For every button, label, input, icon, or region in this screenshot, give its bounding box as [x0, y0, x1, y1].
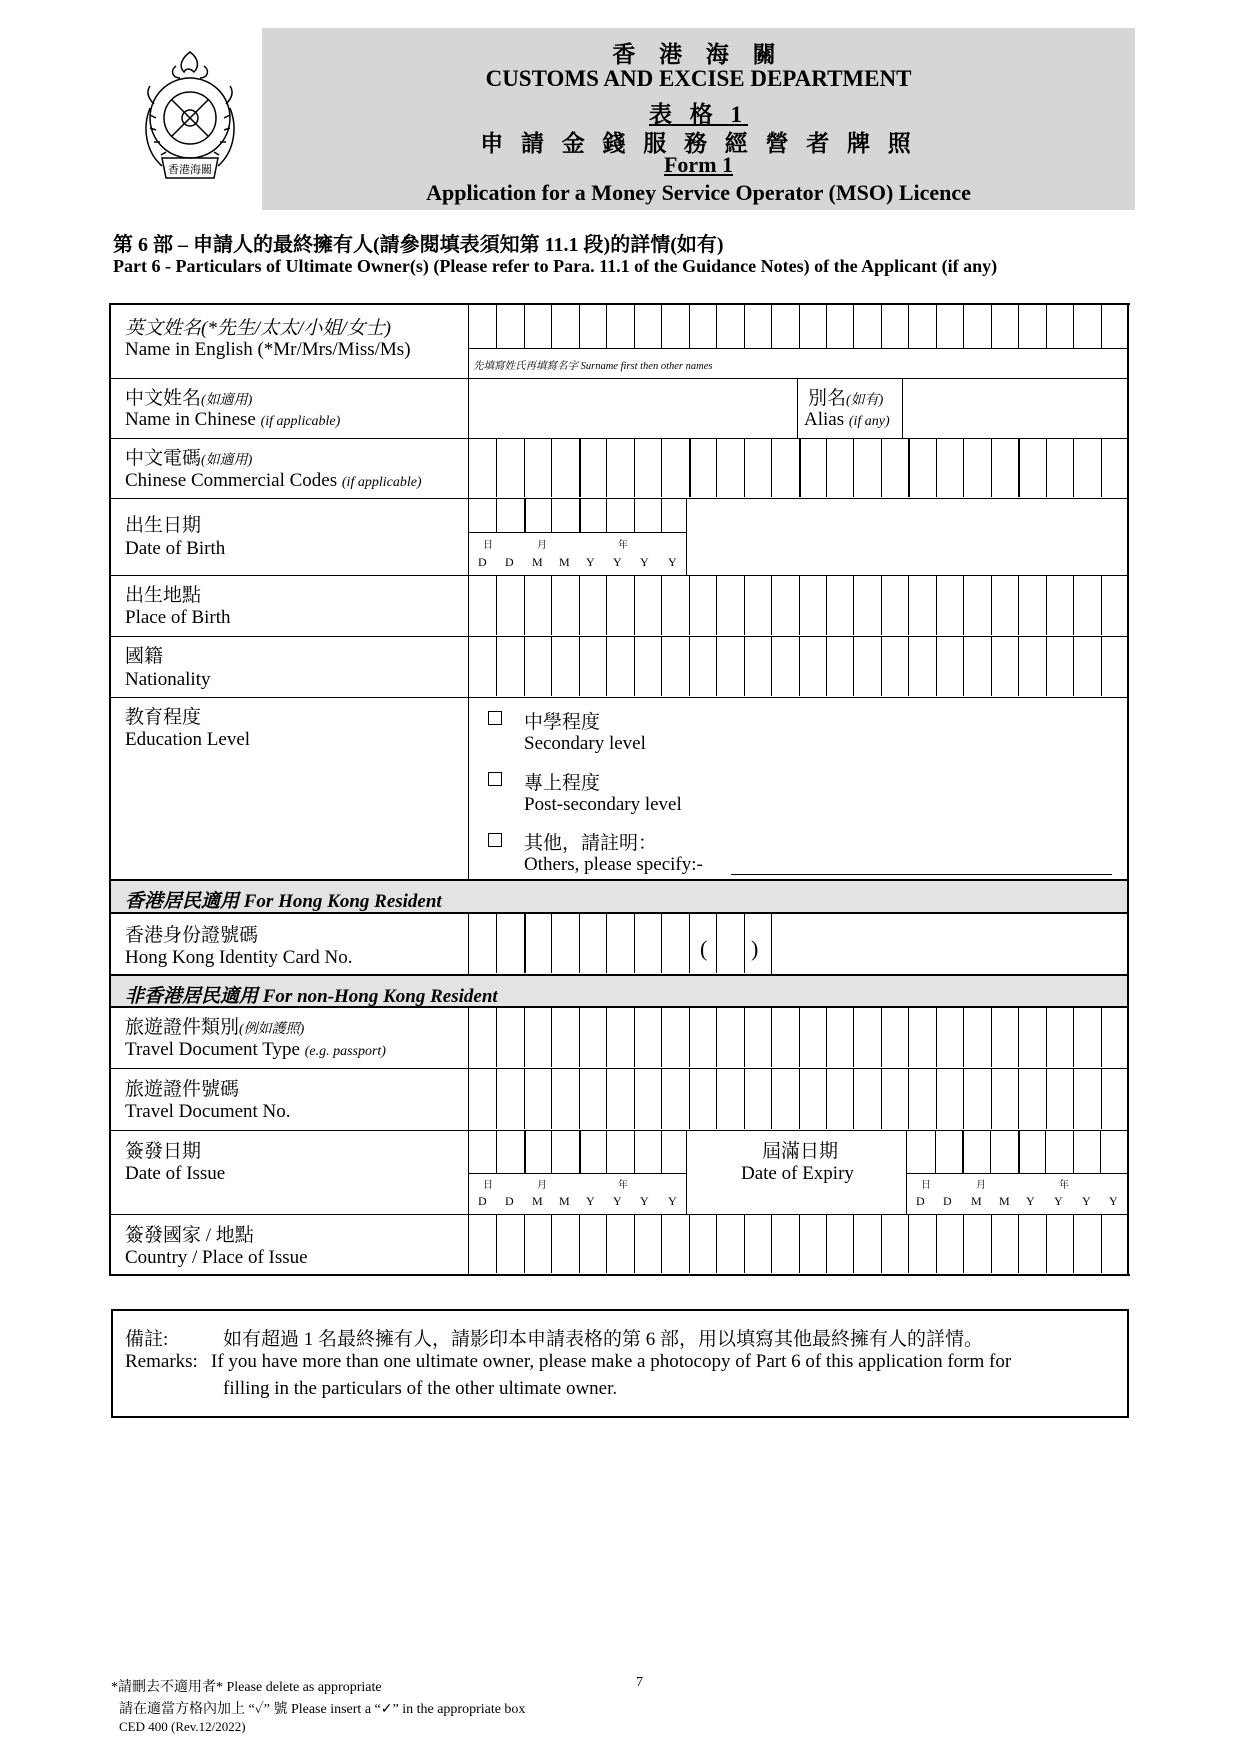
expiry-date-label-cn: 屆滿日期 [762, 1141, 839, 1162]
travel-type-note-cn: (例如護照) [239, 1022, 305, 1037]
hkid-open-paren: ( [700, 936, 708, 961]
issue-date-divider [686, 1130, 687, 1214]
date-format-letter: D [478, 555, 487, 569]
date-format-letter: M [532, 1194, 543, 1208]
department-name-en: CUSTOMS AND EXCISE DEPARTMENT [485, 66, 912, 91]
education-label-cn: 教育程度 [125, 707, 202, 728]
date-format-letter: D [505, 555, 514, 569]
name-cn-note-en: (if applicable) [260, 414, 341, 429]
name-cn-label-en [125, 409, 340, 431]
date-format-letter: Y [640, 1194, 649, 1208]
issue-date-label-en: Date of Issue [125, 1163, 226, 1184]
date-format-letter: Y [613, 1194, 622, 1208]
name-cn-input[interactable] [469, 379, 796, 437]
date-format-letter: Y [668, 1194, 677, 1208]
date-format-letter: Y [613, 555, 622, 569]
alias-divider-left [797, 378, 798, 438]
date-format-letter: Y [1026, 1194, 1035, 1208]
date-format-letter: M [971, 1194, 982, 1208]
remarks-label-cn: 備註: [125, 1329, 169, 1350]
pob-label-en: Place of Birth [125, 607, 231, 628]
alias-note-en: (if any) [848, 414, 890, 429]
expiry-date-label-en: Date of Expiry [741, 1163, 854, 1184]
expiry-date-box-line [907, 1173, 1128, 1174]
hkid-label-cn: 香港身份證號碼 [125, 925, 259, 946]
ccc-note-en: (if applicable) [341, 475, 422, 490]
name-cn-label-cn-text: 中文姓名 [125, 388, 202, 409]
education-label-en: Education Level [125, 729, 251, 750]
education-others-checkbox[interactable] [488, 833, 502, 847]
dob-input[interactable] [469, 499, 686, 532]
education-postsecondary-cn: 專上程度 [524, 773, 601, 794]
remarks-text-en-2: filling in the particulars of the other ultimate owner. [223, 1378, 618, 1399]
travel-type-note-en: (e.g. passport) [304, 1044, 386, 1059]
remarks-label-en: Remarks: [125, 1351, 198, 1372]
date-format-letter: D [478, 1194, 487, 1208]
page-number: 7 [636, 1675, 643, 1690]
nonhk-resident-section-title: 非香港居民適用 For non-Hong Kong Resident [125, 986, 498, 1007]
ccc-label-en [125, 470, 422, 492]
date-format-cn: 日 [483, 1180, 493, 1191]
remarks-text-cn: 如有超過 1 名最終擁有人，請影印本申請表格的第 6 部，用以填寫其他最終擁有人的詳情。 [223, 1329, 984, 1350]
form-title-en: Application for a Money Service Operator (MSO) Licence [426, 180, 971, 205]
nationality-label-cn: 國籍 [125, 646, 164, 667]
education-secondary-cn: 中學程度 [524, 712, 601, 733]
nationality-label-en: Nationality [125, 669, 211, 690]
education-secondary-checkbox[interactable] [488, 711, 502, 725]
pob-input[interactable] [469, 576, 1128, 635]
alias-label-cn-text: 別名 [808, 388, 847, 409]
footer-form-code: CED 400 (Rev.12/2022) [119, 1719, 246, 1734]
alias-label-en [804, 409, 890, 431]
date-format-letter: D [916, 1194, 925, 1208]
date-format-letter: M [532, 555, 543, 569]
emblem-text: 香港海關 [168, 163, 212, 176]
hkid-close-paren: ) [751, 936, 759, 961]
remarks-text-en-1: If you have more than one ultimate owner, please make a photocopy of Part 6 of this application form for [211, 1351, 1012, 1372]
hk-resident-section-title: 香港居民適用 For Hong Kong Resident [125, 891, 442, 912]
alias-label-cn [808, 383, 883, 410]
form-number-cn: 表 格 1 [649, 102, 748, 127]
ccc-label-cn [125, 443, 252, 470]
education-postsecondary-checkbox[interactable] [488, 772, 502, 786]
issue-date-input[interactable] [469, 1131, 686, 1173]
form-header [262, 28, 1135, 210]
travel-type-label-en-text: Travel Document Type [125, 1039, 300, 1060]
remarks-box [111, 1309, 1129, 1418]
issue-place-label-en: Country / Place of Issue [125, 1247, 308, 1268]
dob-divider [686, 498, 687, 575]
part-title-en: Part 6 - Particulars of Ultimate Owner(s) (Please refer to Para. 11.1 of the Guidance Notes) of the Applicant (if any) [113, 256, 998, 276]
issue-date-label-cn: 簽發日期 [125, 1141, 202, 1162]
department-name-cn: 香 港 海 關 [612, 42, 785, 67]
dob-label-en: Date of Birth [125, 538, 226, 559]
dob-box-line [469, 532, 686, 533]
date-format-letter: Y [640, 555, 649, 569]
alias-input[interactable] [903, 379, 1128, 437]
form-title-cn: 申 請 金 錢 服 務 經 營 者 牌 照 [480, 131, 917, 156]
travel-type-label-cn [125, 1012, 304, 1039]
ccc-input[interactable] [469, 439, 1128, 497]
travel-type-label-en [125, 1039, 386, 1061]
date-format-cn: 月 [537, 1180, 547, 1191]
date-format-cn: 日 [921, 1180, 931, 1191]
education-others-en: Others, please specify:- [524, 854, 703, 875]
name-en-label-en: Name in English (*Mr/Mrs/Miss/Ms) [125, 339, 411, 360]
date-format-cn: 年 [1059, 1180, 1069, 1191]
form-number-en: Form 1 [663, 152, 734, 177]
education-postsecondary-en: Post-secondary level [524, 794, 682, 815]
ccc-label-en-text: Chinese Commercial Codes [125, 470, 338, 491]
hkid-label-en: Hong Kong Identity Card No. [125, 947, 353, 968]
education-others-specify-line[interactable] [731, 874, 1112, 875]
name-cn-label-cn [125, 383, 252, 410]
date-format-letter: M [559, 1194, 570, 1208]
date-format-letter: M [559, 555, 570, 569]
travel-no-label-en: Travel Document No. [125, 1101, 291, 1122]
ccc-label-cn-text: 中文電碼 [125, 448, 202, 469]
part-title-cn: 第 6 部 – 申請人的最終擁有人(請參閱填表須知第 11.1 段)的詳情(如有) [113, 234, 724, 256]
alias-note-cn: (如有) [846, 393, 884, 408]
date-format-letter: M [999, 1194, 1010, 1208]
issue-place-input[interactable] [469, 1215, 1128, 1273]
travel-no-label-cn: 旅遊證件號碼 [125, 1079, 240, 1100]
expiry-date-input[interactable] [907, 1131, 1128, 1173]
row-separator [109, 697, 1129, 698]
name-cn-note-cn: (如適用) [201, 393, 253, 408]
table-border-bottom [109, 1274, 1130, 1276]
name-en-input[interactable] [469, 304, 1128, 347]
travel-type-label-cn-text: 旅遊證件類別 [125, 1017, 240, 1038]
name-cn-label-en-text: Name in Chinese [125, 409, 256, 430]
date-format-cn: 月 [537, 540, 547, 551]
dob-label-cn: 出生日期 [125, 515, 202, 536]
date-format-letter: Y [1109, 1194, 1118, 1208]
footer-note-tick: 請在適當方格內加上 “✓” 號 Please insert a “✓” in the appropriate box [119, 1702, 526, 1717]
date-format-cn: 日 [483, 540, 493, 551]
ccc-note-cn: (如適用) [201, 453, 253, 468]
date-format-letter: Y [586, 1194, 595, 1208]
pob-label-cn: 出生地點 [125, 585, 202, 606]
travel-type-input[interactable] [469, 1008, 1128, 1067]
issue-place-label-cn: 簽發國家 / 地點 [125, 1225, 254, 1246]
date-format-letter: D [505, 1194, 514, 1208]
education-secondary-en: Secondary level [524, 733, 646, 754]
date-format-letter: D [943, 1194, 952, 1208]
name-en-hint-line [469, 348, 1128, 349]
date-format-letter: Y [586, 555, 595, 569]
alias-label-en-text: Alias [804, 409, 845, 430]
date-format-letter: Y [1082, 1194, 1091, 1208]
date-format-cn: 月 [976, 1180, 986, 1191]
hkid-input[interactable] [469, 914, 770, 973]
customs-emblem-icon [128, 48, 252, 196]
issue-date-box-line [469, 1173, 686, 1174]
footer-note-delete: *請刪去不適用者* Please delete as appropriate [111, 1680, 382, 1695]
education-others-cn: 其他，請註明： [524, 833, 658, 854]
hkid-end-divider [771, 912, 772, 974]
date-format-cn: 年 [618, 540, 628, 551]
date-format-letter: Y [668, 555, 677, 569]
travel-no-input[interactable] [469, 1069, 1128, 1129]
name-en-label-cn: 英文姓名(*先生/太太/小姐/女士) [125, 318, 391, 339]
date-format-letter: Y [1054, 1194, 1063, 1208]
nationality-input[interactable] [469, 637, 1128, 696]
name-en-hint: 先填寫姓氏再填寫名字 Surname first then other names [473, 361, 713, 372]
date-format-cn: 年 [618, 1180, 628, 1191]
